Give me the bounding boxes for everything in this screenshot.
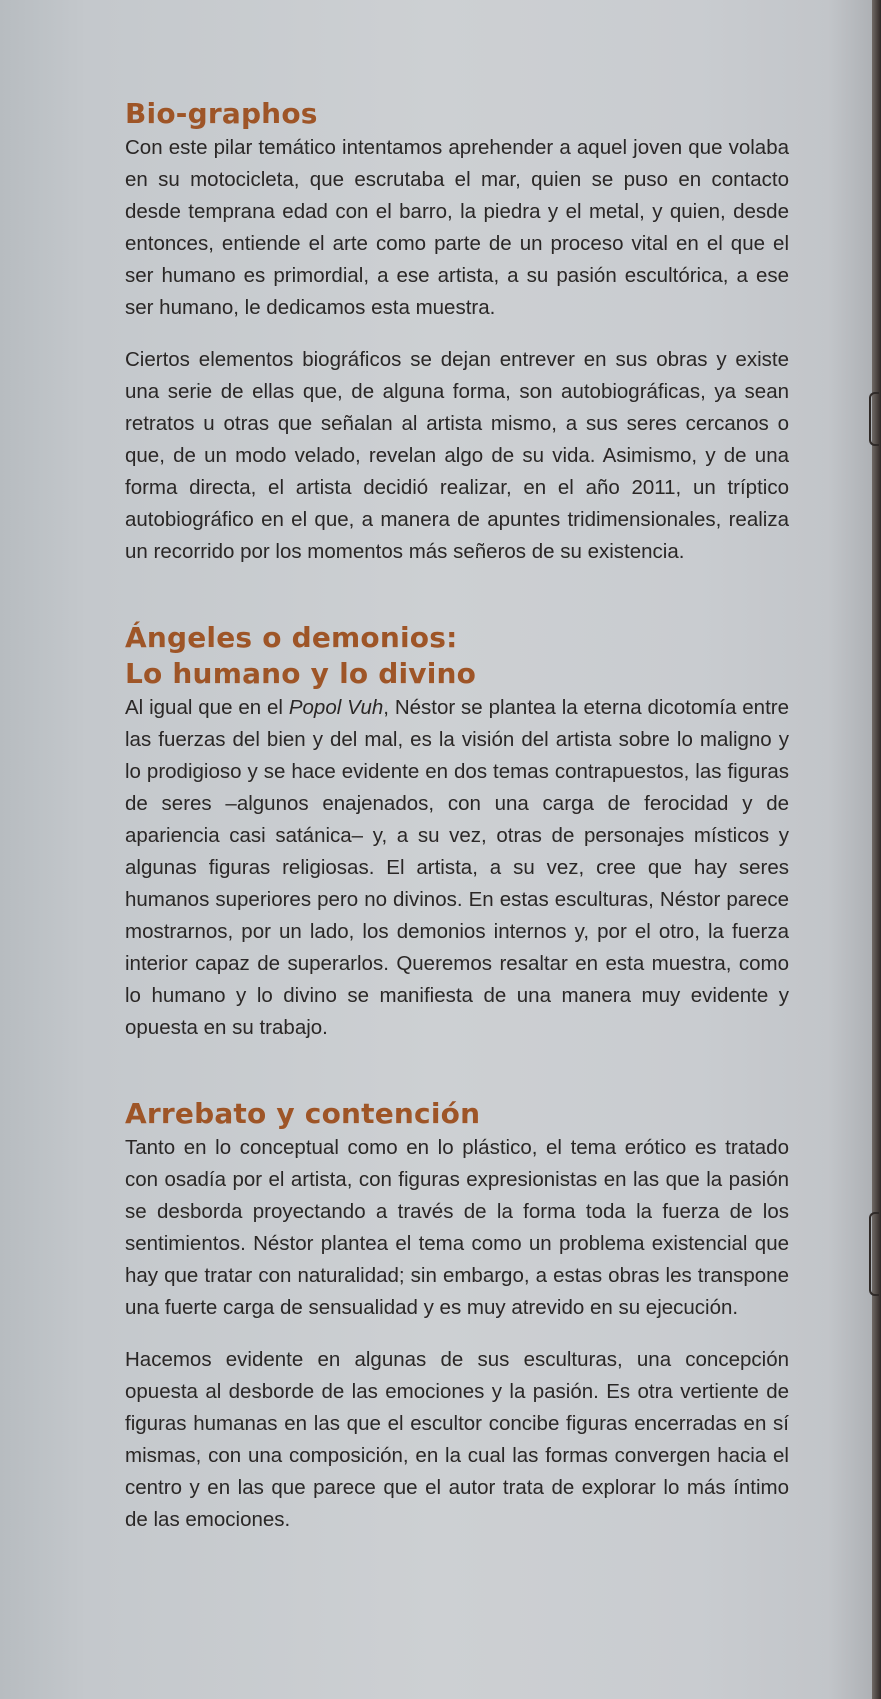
paragraph-bio-graphos-1: Con este pilar temático intentamos aprehender a aquel joven que volaba en su motocicleta, que escrutaba el mar, quien se puso en contacto desde temprana edad con el barro, la piedra y el metal, y quien, desde entonces, entiende el arte como parte de un proceso vital en el que el ser humano es primordial, a ese artista, a su pasión escultórica, a ese ser humano, le dedicamos esta muestra. <box>125 136 789 319</box>
page-content <box>125 96 789 1536</box>
page-edge-shadow <box>872 0 881 1699</box>
book-title-popol-vuh: Popol Vuh <box>288 696 384 719</box>
heading-line-1: Ángeles o demonios: <box>125 621 458 654</box>
section-bio-graphos <box>125 96 789 568</box>
section-arrebato-y-contencion <box>125 1096 789 1536</box>
paragraph-intro-text: Al igual que en el <box>125 696 289 719</box>
binding-clip-icon <box>869 392 879 446</box>
paragraph-arrebato-1: Tanto en lo conceptual como en lo plástico, el tema erótico es tratado con osadía por el artista, con figuras expresionistas en las que la pasión se desborda proyectando a través de la forma toda la fuerza de los sentimientos. Néstor plantea el tema como un problema existencial que hay que tratar con naturalidad; sin embargo, a estas obras les transpone una fuerte carga de sensualidad y es muy atrevido en su ejecución. <box>125 1136 789 1319</box>
paragraph-rest-text: , Néstor se plantea la eterna dicotomía entre las fuerzas del bien y del mal, es la visión del artista sobre lo maligno y lo prodigioso y se hace evidente en dos temas contrapuestos, las figuras de seres –algunos enajenados, con una carga de ferocidad y de apariencia casi satánica– y, a su vez, otras de personajes místicos y algunas figuras religiosas. El artista, a su vez, cree que hay seres humanos superiores pero no divinos. En estas esculturas, Néstor parece mostrarnos, por un lado, los demonios internos y, por el otro, la fuerza interior capaz de superarlos. Queremos resaltar en esta muestra, como lo humano y lo divino se manifiesta de una manera muy evidente y opuesta en su trabajo. <box>125 696 789 1039</box>
paragraph-angeles-o-demonios <box>125 692 789 1044</box>
binding-clip-icon <box>869 1212 879 1296</box>
section-angeles-o-demonios <box>125 620 789 1044</box>
section-heading-arrebato-y-contencion: Arrebato y contención <box>125 1097 481 1130</box>
heading-line-2: Lo humano y lo divino <box>125 657 477 690</box>
section-heading-bio-graphos: Bio-graphos <box>125 97 318 130</box>
paragraph-arrebato-2: Hacemos evidente en algunas de sus esculturas, una concepción opuesta al desborde de las emociones y la pasión. Es otra vertiente de figuras humanas en las que el escultor concibe figuras encerradas en sí mismas, con una composición, en la cual las formas convergen hacia el centro y en las que parece que el autor trata de explorar lo más íntimo de las emociones. <box>125 1348 789 1531</box>
section-heading-angeles-o-demonios <box>125 620 789 692</box>
paragraph-bio-graphos-2: Ciertos elementos biográficos se dejan entrever en sus obras y existe una serie de ellas que, de alguna forma, son autobiográficas, ya sean retratos u otras que señalan al artista mismo, a sus seres cercanos o que, de un modo velado, revelan algo de su vida. Asimismo, y de una forma directa, el artista decidió realizar, en el año 2011, un tríptico autobiográfico en el que, a manera de apuntes tridimensionales, realiza un recorrido por los momentos más señeros de su existencia. <box>125 348 789 563</box>
